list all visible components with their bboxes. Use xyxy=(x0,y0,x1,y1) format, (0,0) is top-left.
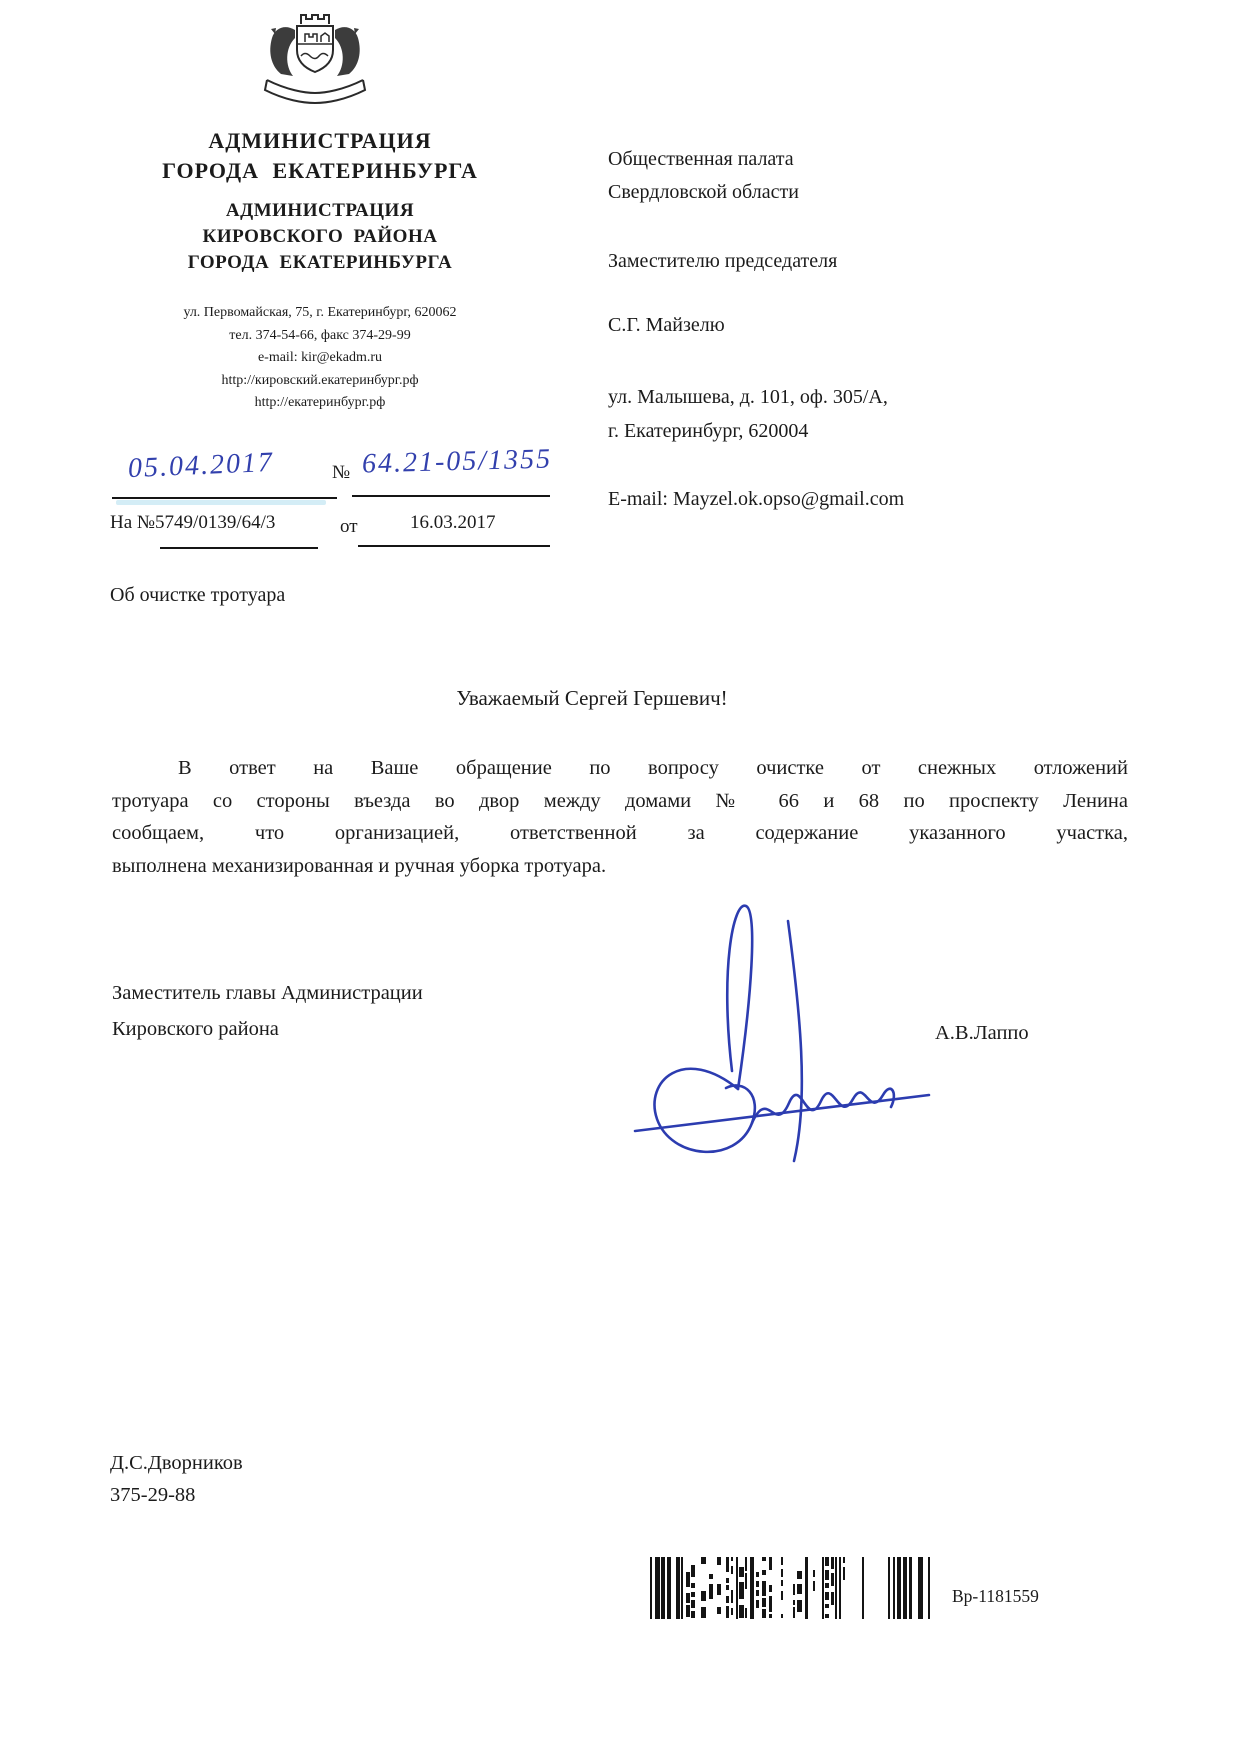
recipient-street: ул. Малышева, д. 101, оф. 305/А, xyxy=(608,386,888,408)
recipient-org-region: Свердловской области xyxy=(608,181,799,203)
body-line: тротуара со стороны въезда во двор между домами № 66 и 68 по проспекту Ленина xyxy=(112,789,1128,812)
org-name xyxy=(100,126,540,186)
date-underline xyxy=(112,497,337,499)
incoming-date-underline xyxy=(358,545,550,547)
contact-block xyxy=(100,302,540,415)
incoming-date: 16.03.2017 xyxy=(410,512,496,533)
dept-name-line: АДМИНИСТРАЦИЯ xyxy=(225,200,415,221)
contact-address: ул. Первомайская, 75, г. Екатеринбург, 620062 xyxy=(183,305,457,320)
handwritten-signature xyxy=(632,893,937,1193)
incoming-number-underline xyxy=(160,547,318,549)
dept-name-line: КИРОВСКОГО РАЙОНА xyxy=(202,226,438,247)
recipient-email: E-mail: Mayzel.ok.opso@gmail.com xyxy=(608,488,905,510)
signature-position-line: Заместитель главы Администрации xyxy=(112,982,423,1004)
body-line: В ответ на Ваше обращение по вопросу очистке от снежных отложений xyxy=(178,757,1128,779)
barcode-label: Вр-1181559 xyxy=(952,1586,1039,1606)
number-sign: № xyxy=(332,462,351,483)
outgoing-date-handwritten: 05.04.2017 xyxy=(127,446,275,485)
incoming-number: 5749/0139/64/3 xyxy=(155,512,276,533)
yekaterinburg-coat-of-arms-icon xyxy=(255,8,375,112)
signature-position-line: Кировского района xyxy=(112,1018,279,1040)
recipient-position: Заместителю председателя xyxy=(608,250,838,272)
dept-name-line: ГОРОДА ЕКАТЕРИНБУРГА xyxy=(187,252,453,273)
incoming-reference xyxy=(110,512,275,534)
org-name-line: ГОРОДА ЕКАТЕРИНБУРГА xyxy=(162,158,478,183)
contact-email: e-mail: kir@ekadm.ru xyxy=(257,350,383,365)
letterhead xyxy=(100,126,540,415)
contact-site-district: http://кировский.екатеринбург.рф xyxy=(221,372,419,388)
recipient-name: С.Г. Майзелю xyxy=(608,314,725,336)
salutation: Уважаемый Сергей Гершевич! xyxy=(456,686,728,710)
outgoing-number-handwritten: 64.21-05/1355 xyxy=(361,443,553,480)
signatory-name: А.В.Лаппо xyxy=(935,1022,1029,1044)
org-name-line: АДМИНИСТРАЦИЯ xyxy=(208,128,432,153)
barcode-svg xyxy=(650,1556,935,1620)
executor-phone: 375-29-88 xyxy=(110,1484,196,1506)
dept-name xyxy=(100,198,540,276)
recipient-org: Общественная палата xyxy=(608,148,794,170)
body-line: сообщаем, что организацией, ответственной за содержание указанного участка, xyxy=(112,822,1128,844)
number-underline xyxy=(352,495,550,497)
recipient-city: г. Екатеринбург, 620004 xyxy=(608,420,809,442)
contact-phone: тел. 374-54-66, факс 374-29-99 xyxy=(229,327,411,343)
body-line: выполнена механизированная и ручная уборка тротуара. xyxy=(112,854,607,877)
contact-site-city: http://екатеринбург.рф xyxy=(254,395,386,410)
executor-name: Д.С.Дворников xyxy=(110,1452,243,1474)
from-label: от xyxy=(340,516,358,537)
scan-artifact xyxy=(116,500,326,505)
body-paragraph xyxy=(112,752,1128,882)
incoming-label: На № xyxy=(110,512,156,533)
subject-line: Об очистке тротуара xyxy=(110,584,286,606)
